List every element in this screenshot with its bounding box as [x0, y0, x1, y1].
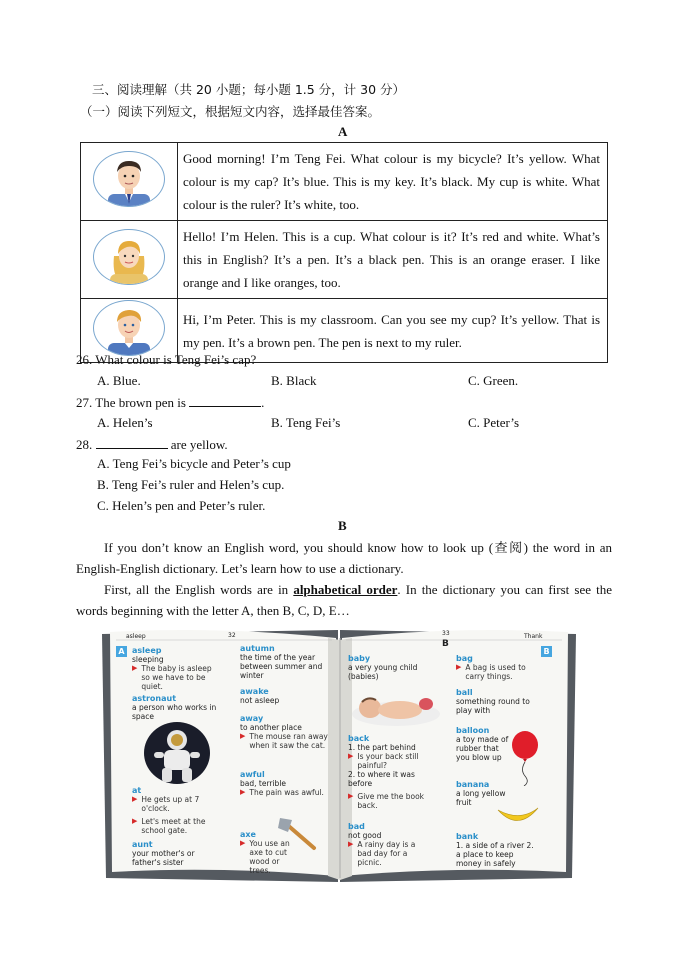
q28-option-c[interactable]: C. Helen’s pen and Peter’s ruler. [97, 498, 266, 513]
alphabetical-order-term: alphabetical order [293, 582, 398, 597]
example: You use an axe to cut wood or trees. [249, 839, 290, 875]
entry-awake [240, 687, 328, 705]
q27-answer-blank[interactable] [189, 394, 261, 407]
headword: asleep [132, 646, 162, 655]
headword: away [240, 714, 264, 723]
left-page-header: asleep [126, 633, 146, 640]
balloon-icon [508, 730, 542, 786]
dictionary-book-illustration [100, 626, 578, 882]
entry-bag [456, 654, 538, 681]
q28-option-b[interactable]: B. Teng Fei’s ruler and Helen’s cup. [97, 477, 285, 492]
letter-tab-b: B [541, 646, 552, 657]
example-marker-icon: ▶ [240, 732, 246, 740]
definition: a long yellow fruit [456, 789, 506, 807]
example: Is your back still painful? [357, 752, 419, 770]
entry-aunt [132, 840, 224, 867]
definition: a person who works in space [132, 703, 217, 721]
example: The pain was awful. [249, 788, 324, 797]
q28-option-a[interactable]: A. Teng Fei’s bicycle and Peter’s cup [97, 456, 291, 471]
entry-bank [456, 832, 540, 868]
question-26: 26. What colour is Teng Fei’s cap? [76, 352, 257, 367]
right-page-header: Thank [524, 633, 543, 640]
example-marker-icon: ▶ [456, 663, 462, 671]
part-b-paragraph-1: If you don’t know an English word, you should know how to look up (查阅) the word in an English-English dictionary. Let’s learn how to use a dictionary. [76, 540, 612, 576]
passage-row-teng-fei [81, 143, 608, 221]
headword: bank [456, 832, 479, 841]
part-b-paragraph-2 [76, 579, 612, 621]
center-letter-b: B [442, 639, 449, 649]
headword: aunt [132, 840, 153, 849]
q27-option-a[interactable]: A. Helen’s [97, 415, 153, 430]
example: He gets up at 7 o'clock. [141, 795, 200, 813]
q26-option-c[interactable]: C. Green. [468, 373, 519, 388]
reading-table [80, 142, 608, 363]
right-page-number: 33 [442, 630, 450, 637]
q27-stem: 27. The brown pen is [76, 395, 186, 410]
headword: bad [348, 822, 365, 831]
definition: a very young child (babies) [348, 663, 418, 681]
passage-row-helen [81, 221, 608, 299]
definition: something round to play with [456, 697, 530, 715]
q28-number: 28. [76, 437, 93, 452]
headword: at [132, 786, 142, 795]
axe-icon [276, 816, 320, 852]
q26-option-a[interactable]: A. Blue. [97, 373, 141, 388]
astronaut-icon [144, 722, 210, 784]
example: The mouse ran away when it saw the cat. [249, 732, 328, 750]
entry-astronaut [132, 694, 224, 721]
example: Let's meet at the school gate. [141, 817, 206, 835]
q27-option-b[interactable]: B. Teng Fei’s [271, 415, 341, 430]
section-title: 三、阅读理解（共 20 小题；每小题 1.5 分，计 30 分） [92, 82, 406, 97]
entry-baby [348, 654, 430, 681]
example-marker-icon: ▶ [240, 839, 246, 847]
example: Give me the book back. [357, 792, 425, 810]
helen-portrait [81, 221, 178, 299]
q26-option-b[interactable]: B. Black [271, 373, 317, 388]
definition: 1. the part behind [348, 743, 416, 752]
question-27 [76, 394, 264, 411]
example-marker-icon: ▶ [348, 840, 354, 848]
definition: not asleep [240, 696, 280, 705]
passage-teng-fei: Good morning! I’m Teng Fei. What colour is my bicycle? It’s yellow. What colour is my cap? It’s blue. This is my key. It’s black. My cup is white. What colour is the ruler? It’s white, too. [178, 143, 608, 221]
banana-icon [496, 802, 540, 828]
headword: axe [240, 830, 256, 839]
headword: banana [456, 780, 490, 789]
entry-awful [240, 770, 328, 797]
entry-asleep [132, 646, 222, 691]
left-page-number: 32 [228, 632, 236, 639]
definition-2: 2. to where it was before [348, 770, 415, 788]
definition: 1. a side of a river 2. a place to keep money in safely [456, 841, 534, 868]
section-instructions: （一）阅读下列短文，根据短文内容，选择最佳答案。 [80, 104, 381, 119]
passage-helen: Hello! I’m Helen. This is a cup. What colour is it? It’s red and white. What’s this in English? It’s a pen. It’s a black pen. This is an orange eraser. I like orange and I like oranges, too. [178, 221, 608, 299]
q27-stem-end: . [261, 395, 265, 410]
para2-end: . In the dictionary you can first see the words beginning with the letter A, then B, C, D, E… [76, 582, 612, 618]
part-a-label: A [338, 124, 348, 139]
definition: the time of the year between summer and winter [240, 653, 323, 680]
passage-peter: Hi, I’m Peter. This is my classroom. Can you see my cup? It’s yellow. That is my pen. It’s a brown pen. The pen is next to my ruler. [178, 299, 608, 363]
headword: balloon [456, 726, 490, 735]
example-marker-icon: ▶ [132, 664, 138, 672]
entry-back [348, 734, 430, 810]
q28-stem: are yellow. [170, 437, 228, 452]
entry-away [240, 714, 328, 750]
example-marker-icon: ▶ [132, 795, 138, 803]
q28-answer-blank[interactable] [96, 436, 168, 449]
para2-start: First, all the English words are in [104, 582, 294, 597]
headword: autumn [240, 644, 275, 653]
example-marker-icon: ▶ [132, 817, 138, 825]
headword: ball [456, 688, 473, 697]
entry-at [132, 786, 224, 835]
headword: awake [240, 687, 269, 696]
headword: baby [348, 654, 371, 663]
headword: awful [240, 770, 265, 779]
definition: a toy made of rubber that you blow up [456, 735, 509, 762]
entry-balloon [456, 726, 512, 762]
entry-autumn [240, 644, 328, 680]
part-b-label: B [338, 518, 347, 533]
example: The baby is asleep so we have to be quiet. [141, 664, 212, 691]
example-marker-icon: ▶ [240, 788, 246, 796]
baby-icon [348, 688, 444, 728]
example-marker-icon: ▶ [348, 752, 354, 760]
example-marker-icon: ▶ [348, 792, 354, 800]
definition: not good [348, 831, 382, 840]
headword: back [348, 734, 370, 743]
definition: bad, terrible [240, 779, 287, 788]
entry-ball [456, 688, 546, 715]
teng-fei-portrait [81, 143, 178, 221]
entry-bad [348, 822, 430, 867]
headword: astronaut [132, 694, 177, 703]
headword: bag [456, 654, 473, 663]
question-28 [76, 436, 228, 453]
letter-tab-a: A [116, 646, 127, 657]
example: A bag is used to carry things. [465, 663, 526, 681]
definition: to another place [240, 723, 302, 732]
q27-option-c[interactable]: C. Peter’s [468, 415, 520, 430]
definition: your mother's or father's sister [132, 849, 195, 867]
definition: sleeping [132, 655, 164, 664]
example: A rainy day is a bad day for a picnic. [357, 840, 416, 867]
